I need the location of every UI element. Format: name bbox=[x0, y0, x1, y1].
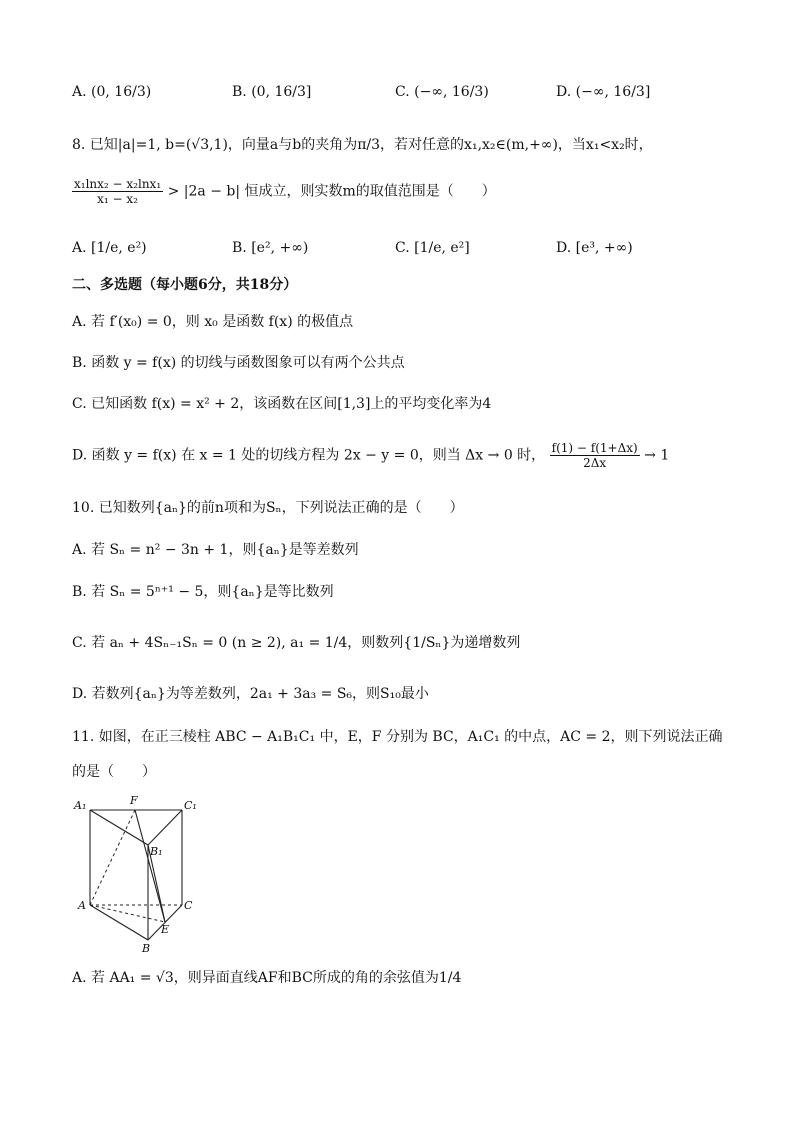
q8-stem-line2 bbox=[72, 177, 496, 206]
label-f: F bbox=[130, 795, 138, 807]
q8-option-d bbox=[556, 238, 633, 258]
option-label: D. bbox=[556, 84, 572, 100]
q11-stem-line2: 的是（ ） bbox=[72, 764, 156, 780]
option-text: [e³, +∞) bbox=[575, 240, 633, 256]
q8-option-c bbox=[395, 238, 470, 258]
q11-option-a: A. 若 AA₁ = √3，则异面直线AF和BC所成的角的余弦值为1/4 bbox=[72, 970, 462, 986]
option-label: B. bbox=[232, 84, 247, 100]
q8-fraction-num: x₁lnx₂ − x₂lnx₁ bbox=[74, 177, 162, 191]
q9-option-d-text: D. 函数 y = f(x) 在 x = 1 处的切线方程为 2x − y = 0，则当 Δx → 0 时， bbox=[72, 447, 546, 464]
q7-option-c bbox=[395, 82, 489, 102]
q11-stem-line1: 11. 如图，在正三棱柱 ABC − A₁B₁C₁ 中，E，F 分别为 BC，A₁C₁ 的中点，AC = 2，则下列说法正确 bbox=[72, 729, 723, 745]
option-label: C. bbox=[395, 84, 410, 100]
segment-af-hidden bbox=[90, 810, 135, 905]
q9-option-d bbox=[72, 441, 669, 470]
q8-fraction-den: x₁ − x₂ bbox=[97, 192, 138, 206]
q9-d-fraction-num: f(1) − f(1+Δx) bbox=[551, 441, 638, 455]
option-text: [1/e, e²) bbox=[91, 240, 147, 256]
q9-d-tail: → 1 bbox=[644, 447, 670, 464]
q8-option-a bbox=[72, 238, 147, 258]
q10-stem: 10. 已知数列{aₙ}的前n项和为Sₙ，下列说法正确的是（ ） bbox=[72, 500, 464, 516]
q7-option-d bbox=[556, 82, 650, 102]
q10-option-c: C. 若 aₙ + 4Sₙ₋₁Sₙ = 0 (n ≥ 2), a₁ = 1/4，则数列{1/Sₙ}为递增数列 bbox=[72, 635, 521, 651]
q10-option-b: B. 若 Sₙ = 5ⁿ⁺¹ − 5，则{aₙ}是等比数列 bbox=[72, 584, 334, 600]
option-label: B. bbox=[232, 240, 247, 256]
option-label: A. bbox=[72, 84, 87, 100]
label-e: E bbox=[161, 923, 170, 936]
q9-option-a: A. 若 f′(x₀) = 0，则 x₀ 是函数 f(x) 的极值点 bbox=[72, 314, 354, 330]
q10-option-d: D. 若数列{aₙ}为等差数列，2a₁ + 3a₃ = S₆，则S₁₀最小 bbox=[72, 686, 429, 702]
q7-option-b bbox=[232, 82, 311, 102]
label-c: C bbox=[184, 899, 193, 912]
option-label: A. bbox=[72, 240, 87, 256]
edge-b1c1 bbox=[148, 810, 182, 845]
q8-fraction bbox=[72, 177, 163, 206]
option-text: (−∞, 16/3) bbox=[414, 84, 489, 100]
q10-option-a: A. 若 Sₙ = n² − 3n + 1，则{aₙ}是等差数列 bbox=[72, 542, 359, 558]
q9-d-fraction bbox=[550, 441, 640, 470]
edge-ab bbox=[90, 905, 148, 940]
option-label: C. bbox=[395, 240, 410, 256]
prism-diagram bbox=[72, 795, 212, 955]
q8-stem-line1: 8. 已知|a|=1, b=(√3,1)，向量a与b的夹角为π/3，若对任意的x₁,x₂∈(m,+∞)，当x₁<x₂时， bbox=[72, 137, 653, 153]
q8-stem-rest: > |2a − b| 恒成立，则实数m的取值范围是（ ） bbox=[167, 183, 496, 200]
q9-option-c: C. 已知函数 f(x) = x² + 2，该函数在区间[1,3]上的平均变化率为4 bbox=[72, 396, 492, 412]
option-text: [1/e, e²] bbox=[414, 240, 470, 256]
option-label: D. bbox=[556, 240, 572, 256]
section-title-multi-choice: 二、多选题（每小题6分，共18分） bbox=[72, 277, 298, 293]
prism-figure bbox=[72, 795, 212, 955]
q9-d-fraction-den: 2Δx bbox=[583, 456, 607, 470]
label-a1: A₁ bbox=[74, 799, 87, 812]
label-a: A bbox=[78, 899, 86, 912]
q7-option-a bbox=[72, 82, 151, 102]
option-text: [e², +∞) bbox=[251, 240, 309, 256]
q8-option-b bbox=[232, 238, 308, 258]
q9-option-b: B. 函数 y = f(x) 的切线与函数图象可以有两个公共点 bbox=[72, 355, 405, 371]
label-b: B bbox=[142, 942, 151, 955]
option-text: (−∞, 16/3] bbox=[575, 84, 651, 100]
option-text: (0, 16/3] bbox=[251, 84, 312, 100]
segment-ae-hidden bbox=[90, 905, 165, 922]
label-c1: C₁ bbox=[184, 799, 197, 812]
option-text: (0, 16/3) bbox=[91, 84, 152, 100]
label-b1: B₁ bbox=[150, 845, 163, 858]
